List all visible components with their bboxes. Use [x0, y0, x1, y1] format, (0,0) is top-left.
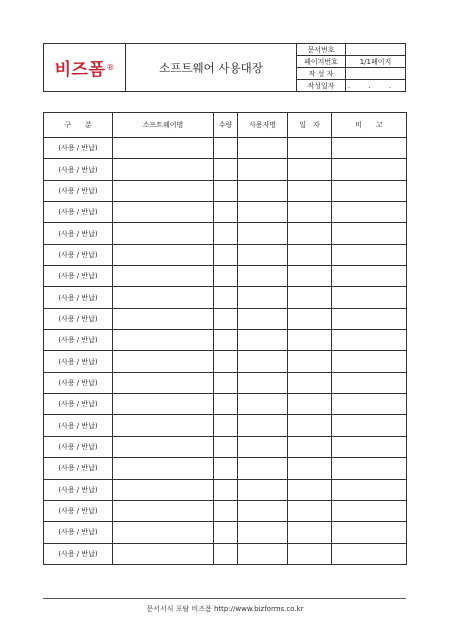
cell-quantity[interactable] — [214, 287, 238, 308]
cell-remarks[interactable] — [332, 436, 407, 457]
cell-software-name[interactable] — [113, 394, 214, 415]
cell-software-name[interactable] — [113, 543, 214, 564]
cell-remarks[interactable] — [332, 415, 407, 436]
table-body — [44, 138, 407, 565]
cell-date[interactable] — [288, 308, 332, 329]
cell-category: (사용 / 반납) — [44, 500, 113, 521]
cell-quantity[interactable] — [214, 223, 238, 244]
meta-label: 작 성 자 — [297, 68, 346, 79]
cell-category: (사용 / 반납) — [44, 394, 113, 415]
cell-category: (사용 / 반납) — [44, 479, 113, 500]
table-row — [44, 159, 407, 180]
cell-software-name[interactable] — [113, 479, 214, 500]
cell-user-name[interactable] — [238, 159, 288, 180]
meta-value[interactable] — [346, 44, 405, 55]
cell-user-name[interactable] — [238, 436, 288, 457]
cell-software-name[interactable] — [113, 159, 214, 180]
table-row — [44, 244, 407, 265]
cell-quantity[interactable] — [214, 308, 238, 329]
cell-user-name[interactable] — [238, 138, 288, 159]
cell-quantity[interactable] — [214, 330, 238, 351]
cell-date[interactable] — [288, 223, 332, 244]
meta-value[interactable] — [346, 68, 405, 79]
cell-remarks[interactable] — [332, 330, 407, 351]
cell-user-name[interactable] — [238, 522, 288, 543]
cell-software-name[interactable] — [113, 308, 214, 329]
cell-date[interactable] — [288, 415, 332, 436]
cell-user-name[interactable] — [238, 202, 288, 223]
cell-quantity[interactable] — [214, 180, 238, 201]
cell-user-name[interactable] — [238, 415, 288, 436]
cell-remarks[interactable] — [332, 202, 407, 223]
meta-row-author — [297, 68, 405, 80]
table-row — [44, 287, 407, 308]
cell-software-name[interactable] — [113, 202, 214, 223]
cell-quantity[interactable] — [214, 415, 238, 436]
cell-date[interactable] — [288, 394, 332, 415]
document-title: 소프트웨어 사용대장 — [126, 44, 297, 91]
cell-remarks[interactable] — [332, 479, 407, 500]
cell-remarks[interactable] — [332, 351, 407, 372]
cell-quantity[interactable] — [214, 372, 238, 393]
cell-date[interactable] — [288, 180, 332, 201]
table-row — [44, 180, 407, 201]
header-quantity: 수량 — [214, 113, 238, 138]
table-row — [44, 415, 407, 436]
cell-category: (사용 / 반납) — [44, 159, 113, 180]
cell-date[interactable] — [288, 458, 332, 479]
logo-text: 비즈폼 — [54, 60, 106, 80]
cell-date[interactable] — [288, 159, 332, 180]
cell-software-name[interactable] — [113, 458, 214, 479]
cell-remarks[interactable] — [332, 266, 407, 287]
table-row — [44, 394, 407, 415]
cell-software-name[interactable] — [113, 266, 214, 287]
cell-user-name[interactable] — [238, 500, 288, 521]
table-row — [44, 202, 407, 223]
cell-category: (사용 / 반납) — [44, 308, 113, 329]
cell-software-name[interactable] — [113, 287, 214, 308]
cell-quantity[interactable] — [214, 522, 238, 543]
cell-category: (사용 / 반납) — [44, 351, 113, 372]
cell-date[interactable] — [288, 244, 332, 265]
cell-category: (사용 / 반납) — [44, 223, 113, 244]
cell-date[interactable] — [288, 202, 332, 223]
cell-quantity[interactable] — [214, 543, 238, 564]
cell-category: (사용 / 반납) — [44, 522, 113, 543]
cell-user-name[interactable] — [238, 287, 288, 308]
cell-remarks[interactable] — [332, 159, 407, 180]
cell-date[interactable] — [288, 351, 332, 372]
cell-quantity[interactable] — [214, 159, 238, 180]
cell-remarks[interactable] — [332, 287, 407, 308]
cell-software-name[interactable] — [113, 500, 214, 521]
cell-remarks[interactable] — [332, 223, 407, 244]
cell-user-name[interactable] — [238, 372, 288, 393]
cell-user-name[interactable] — [238, 244, 288, 265]
cell-user-name[interactable] — [238, 543, 288, 564]
header-category: 구 분 — [44, 113, 113, 138]
cell-user-name[interactable] — [238, 180, 288, 201]
cell-date[interactable] — [288, 436, 332, 457]
cell-quantity[interactable] — [214, 351, 238, 372]
cell-quantity[interactable] — [214, 266, 238, 287]
cell-category: (사용 / 반납) — [44, 415, 113, 436]
cell-remarks[interactable] — [332, 500, 407, 521]
cell-date[interactable] — [288, 266, 332, 287]
registered-mark: ® — [106, 63, 115, 72]
cell-quantity[interactable] — [214, 394, 238, 415]
cell-software-name[interactable] — [113, 372, 214, 393]
cell-quantity[interactable] — [214, 458, 238, 479]
cell-user-name[interactable] — [238, 266, 288, 287]
cell-category: (사용 / 반납) — [44, 543, 113, 564]
cell-remarks[interactable] — [332, 394, 407, 415]
header-remarks: 비 고 — [332, 113, 407, 138]
cell-user-name[interactable] — [238, 330, 288, 351]
header-software-name: 소프트웨어명 — [113, 113, 214, 138]
cell-category: (사용 / 반납) — [44, 138, 113, 159]
cell-remarks[interactable] — [332, 244, 407, 265]
table-row — [44, 266, 407, 287]
table-row — [44, 458, 407, 479]
table-row — [44, 223, 407, 244]
cell-software-name[interactable] — [113, 522, 214, 543]
cell-software-name[interactable] — [113, 415, 214, 436]
cell-remarks[interactable] — [332, 522, 407, 543]
document-meta-table — [297, 44, 405, 91]
meta-label: 작성일자 — [297, 80, 346, 91]
table-row — [44, 543, 407, 564]
cell-category: (사용 / 반납) — [44, 458, 113, 479]
document-header — [43, 43, 406, 92]
table-row — [44, 138, 407, 159]
table-row — [44, 479, 407, 500]
cell-remarks[interactable] — [332, 180, 407, 201]
cell-date[interactable] — [288, 522, 332, 543]
brand-logo — [44, 44, 126, 91]
cell-date[interactable] — [288, 500, 332, 521]
cell-category: (사용 / 반납) — [44, 202, 113, 223]
table-row — [44, 500, 407, 521]
meta-label: 페이지번호 — [297, 56, 346, 67]
cell-category: (사용 / 반납) — [44, 436, 113, 457]
software-usage-table — [43, 112, 407, 565]
cell-software-name[interactable] — [113, 244, 214, 265]
cell-category: (사용 / 반납) — [44, 330, 113, 351]
cell-remarks[interactable] — [332, 372, 407, 393]
table-row — [44, 436, 407, 457]
cell-date[interactable] — [288, 543, 332, 564]
cell-software-name[interactable] — [113, 436, 214, 457]
footer-divider — [43, 598, 406, 599]
cell-category: (사용 / 반납) — [44, 266, 113, 287]
cell-date[interactable] — [288, 330, 332, 351]
cell-user-name[interactable] — [238, 308, 288, 329]
cell-user-name[interactable] — [238, 479, 288, 500]
cell-software-name[interactable] — [113, 330, 214, 351]
meta-label: 문서번호 — [297, 44, 346, 55]
cell-user-name[interactable] — [238, 223, 288, 244]
cell-category: (사용 / 반납) — [44, 244, 113, 265]
table-row — [44, 308, 407, 329]
cell-user-name[interactable] — [238, 351, 288, 372]
cell-remarks[interactable] — [332, 543, 407, 564]
cell-remarks[interactable] — [332, 308, 407, 329]
meta-value[interactable]: . . . — [347, 81, 399, 90]
cell-category: (사용 / 반납) — [44, 287, 113, 308]
cell-software-name[interactable] — [113, 180, 214, 201]
footer-text: 문서서식 포탈 비즈폼 http://www.bizforms.co.kr — [146, 605, 304, 613]
header-date: 일 자 — [288, 113, 332, 138]
cell-quantity[interactable] — [214, 436, 238, 457]
cell-quantity[interactable] — [214, 202, 238, 223]
cell-category: (사용 / 반납) — [44, 372, 113, 393]
cell-date[interactable] — [288, 372, 332, 393]
table-row — [44, 351, 407, 372]
cell-software-name[interactable] — [113, 351, 214, 372]
table-row — [44, 522, 407, 543]
cell-software-name[interactable] — [113, 138, 214, 159]
cell-user-name[interactable] — [238, 458, 288, 479]
table-row — [44, 372, 407, 393]
cell-quantity[interactable] — [214, 500, 238, 521]
meta-value[interactable]: 1/1페이지 — [359, 57, 392, 66]
header-user-name: 사용자명 — [238, 113, 288, 138]
meta-row-date — [297, 80, 405, 91]
cell-remarks[interactable] — [332, 138, 407, 159]
meta-row-doc-number — [297, 44, 405, 56]
cell-user-name[interactable] — [238, 394, 288, 415]
cell-date[interactable] — [288, 287, 332, 308]
cell-date[interactable] — [288, 138, 332, 159]
cell-software-name[interactable] — [113, 223, 214, 244]
cell-date[interactable] — [288, 479, 332, 500]
cell-quantity[interactable] — [214, 479, 238, 500]
cell-quantity[interactable] — [214, 138, 238, 159]
table-header-row — [44, 113, 407, 138]
cell-quantity[interactable] — [214, 244, 238, 265]
cell-remarks[interactable] — [332, 458, 407, 479]
table-row — [44, 330, 407, 351]
cell-category: (사용 / 반납) — [44, 180, 113, 201]
meta-row-page-number — [297, 56, 405, 68]
